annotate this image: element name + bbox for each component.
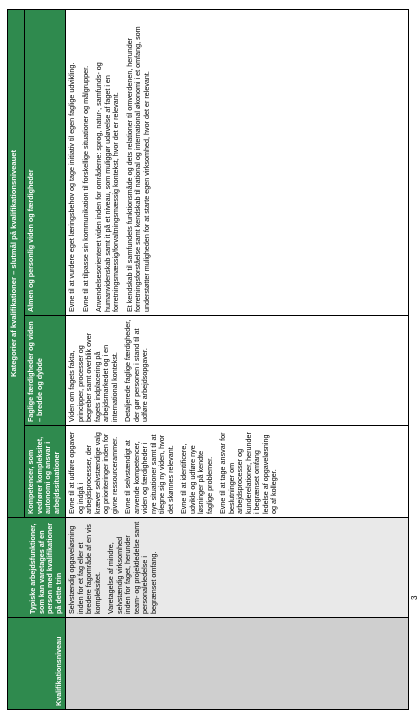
competence-paragraph: Evne til at udføre opgaver og indgå i arbejdsprocesser, der kræver selvstændige valg og prioriteringer inden for givne ressourcerammer. <box>67 431 119 514</box>
skills-paragraph: Viden om fagets fakta, principper, processer og begreber samt overblik over fagets indplacering på arbejdsmarkedet og i en international kontekst. <box>67 332 119 422</box>
skills-paragraph: Detaljerede faglige færdigheder, der gør personen i stand til at udføre arbejdsopgaver. <box>123 319 149 422</box>
general-column-header: Almen og personlig viden og færdigheder <box>25 9 66 315</box>
rotated-table-container <box>7 10 409 710</box>
functions-column-header: Typiske arbejdsfunktioner, som kan varetages af en person med kvalifikationer på dette trin <box>8 518 66 618</box>
level-column-header: Kvalifikationsniveau <box>8 618 66 710</box>
competence-cell <box>66 426 409 518</box>
skills-cell <box>66 316 409 426</box>
general-paragraph: Evne til at vurdere eget læringsbehov og tage initiativ til egen faglige udvikling. <box>67 62 76 312</box>
general-paragraph: Evne til at tilpasse sin kommunikation til forskellige situationer og målgrupper. <box>80 65 90 312</box>
competence-column-header: Kompetencer, som vedrører kompleksitet, autonomi og ansvar i arbejdssituationer <box>25 426 66 518</box>
functions-paragraph: Selvstændig opgaveløsning inden for et fag eller et bredere fagområde af en vis kompleksitet. <box>67 524 102 614</box>
competence-paragraph: Evne til at tage ansvar for beslutninger om arbejdsprocesser og kunderelationer, herunder i begrænset omfang ledelse af opgaveløsning og af kolleger. <box>218 432 278 514</box>
skills-column-header: Faglige færdigheder og viden – bredde og dybde <box>25 316 66 426</box>
competence-paragraph: Evne til at identificere, udvikle og udføre nye løsninger på kendte faglige problemer. <box>179 443 214 514</box>
competence-paragraph: Evne til selvstændigt at anvende kompetencer, viden og færdigheder i nye situationer samt til at tilegne sig ny viden, hvor det skønnes relevant. <box>123 434 175 514</box>
functions-paragraph: Varetagelse af mindre, selvstændig virksomhed inden for faget, herunder team- og projektledelse samt personaleledelse i begrænset omfang. <box>106 521 158 614</box>
categories-header: Kategorier af kvalifikationer – slutmål på kvalifikationsniveauet <box>8 9 25 517</box>
level-cell <box>66 618 409 710</box>
page-number: 3 <box>410 595 419 600</box>
general-cell <box>66 9 409 315</box>
functions-cell <box>66 518 409 618</box>
qualification-table <box>7 9 409 710</box>
general-paragraph: Et kendskab til samfundets funktionsmåde og dets relationer til omverdenen, herunder forretningsforståelse samt kendskab til national og international økonomi i et omfang, som understøtter muligheden for at starte egen virksomhed, hvor det er relevant. <box>124 26 151 312</box>
general-paragraph: Anvendelsesorienteret viden inden for områderne: sprog, natur-, samfunds- og humanvidenskab samt it på et niveau, som muliggør udøvelse af faget i en forretningsmæssig/forvaltningsmæssig kontekst, hvor det er relevant. <box>94 62 120 312</box>
